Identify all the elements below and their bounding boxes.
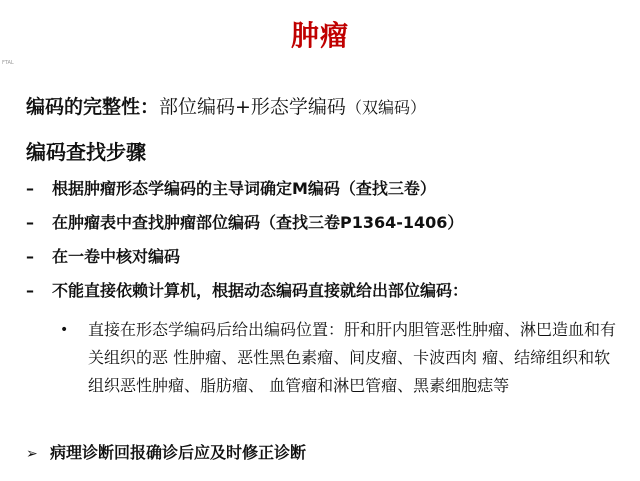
dash-marker: – (26, 247, 34, 266)
completeness-line (26, 92, 426, 119)
step-text: 在一卷中核对编码 (52, 247, 181, 266)
sub-bullet (60, 316, 620, 400)
sub-bullet-text: 直接在形态学编码后给出编码位置：肝和肝内胆管恶性肿瘤、淋巴造血和有关组织的恶 性肿瘤、恶性黑色素瘤、间皮瘤、卡波西肉 瘤、结缔组织和软组织恶性肿瘤、脂肪瘤、 血管瘤和淋巴管瘤、黑素细胞痣等 (88, 320, 617, 395)
step-item (26, 176, 436, 199)
completeness-paren: （双编码） (345, 98, 426, 117)
steps-heading: 编码查找步骤 (26, 140, 146, 164)
step-text: 根据肿瘤形态学编码的主导词确定M编码（查找三卷） (52, 179, 436, 198)
edge-mark: FTAL (2, 60, 14, 66)
arrow-bullet-icon: ➢ (26, 446, 38, 462)
step-item (26, 210, 463, 233)
dash-marker: – (26, 281, 34, 300)
bullet-dot-icon: • (60, 322, 69, 338)
dash-marker: – (26, 179, 34, 198)
slide-title: 肿瘤 (290, 19, 349, 52)
final-item (26, 440, 306, 463)
step-text: 在肿瘤表中查找肿瘤部位编码（查找三卷P1364-1406） (52, 213, 464, 232)
step-item (26, 278, 468, 301)
completeness-lead: 编码的完整性： (26, 96, 160, 118)
dash-marker: – (26, 213, 34, 232)
final-item-text: 病理诊断回报确诊后应及时修正诊断 (50, 443, 307, 462)
step-item (26, 244, 180, 267)
completeness-text: 部位编码+形态学编码 (159, 96, 346, 118)
step-text: 不能直接依赖计算机，根据动态编码直接就给出部位编码： (52, 281, 469, 300)
